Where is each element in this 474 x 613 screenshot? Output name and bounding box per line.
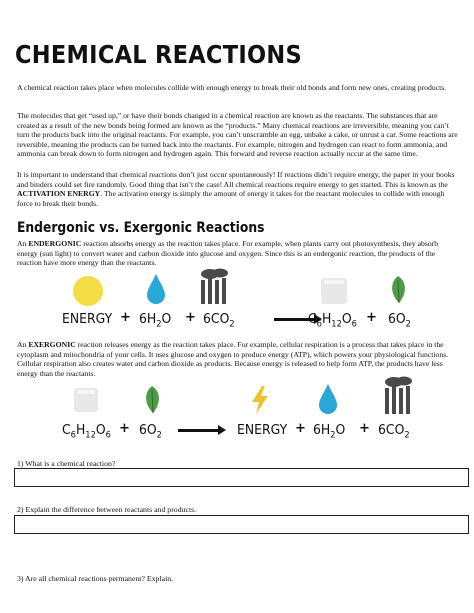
intro-paragraph: A chemical reaction takes place when molecules collide with enough energy to break their old bonds and form new ones, creating products. [17, 83, 447, 92]
eq2-carbon-dioxide: $6CO_2$ [378, 422, 410, 441]
eq1-carbon-dioxide: $6CO_2$ [203, 311, 235, 330]
exergonic-term: EXERGONIC [28, 340, 76, 349]
factory-smoke-icon [382, 376, 416, 416]
page-title: CHEMICAL REACTIONS [15, 40, 302, 69]
activation-energy-paragraph: It is important to understand that chemical reactions don’t just occur spontaneously! If reactions didn’t require energy, the paper in your books and binders could set fire randomly. Good thing that isn’t the case! All chemical reactions require energy to get started. This is known as the ACTIVATION ENERGY. The activation energy is simply the amount of energy it takes for the reactant molecules to collide with enough force to break their bonds. [17, 170, 455, 208]
eq2-reaction-arrow [178, 429, 219, 432]
endergonic-term: ENDERGONIC [28, 239, 82, 248]
endergonic-paragraph: An ENDERGONIC reaction absorbs energy as the reaction takes place. For example, when plants carry out photosynthesis, they absorb energy (sun light) to convert water and carbon dioxide into glucose and oxygen. Since this is an endergonic reaction, the products of the reaction have more energy than the reactants. [17, 239, 439, 268]
eq2-energy: ENERGY [237, 422, 288, 438]
eq1-plus-1: + [120, 310, 131, 325]
eq2-plus-3: + [359, 421, 370, 436]
eq1-oxygen: $6O_2$ [388, 311, 411, 330]
water-drop-icon [318, 383, 338, 415]
eq1-energy: ENERGY [62, 311, 113, 327]
eq2-water: $6H_2O$ [313, 422, 346, 441]
sun-icon [72, 275, 104, 307]
leaf-icon [141, 384, 163, 416]
eq2-plus-2: + [295, 421, 306, 436]
eq1-plus-2: + [185, 310, 196, 325]
sugar-cube-icon [72, 386, 100, 414]
eq1-plus-3: + [366, 310, 377, 325]
section-heading: Endergonic vs. Exergonic Reactions [17, 220, 265, 236]
exergonic-paragraph: An EXERGONIC reaction releases energy as the reaction takes place. For example, cellular respiration is a process that takes place in the cytoplasm and mitochondria of your cells. It uses glucose and oxygen to produce energy (ATP), which powers your physiological functions. Cellular respiration also creates water and carbon dioxide as products. Because energy is released to help form ATP, the products have less energy than the reactants. [17, 340, 449, 378]
lightning-icon [249, 385, 271, 415]
activation-energy-term: ACTIVATION ENERGY [17, 189, 101, 199]
eq2-glucose: $C_6H_{12}O_6$ [62, 422, 111, 441]
answer-box-1[interactable] [14, 468, 469, 487]
question-3: 3) Are all chemical reactions permanent? Explain. [17, 574, 174, 583]
eq1-water: $6H_2O$ [139, 311, 172, 330]
water-drop-icon [146, 273, 166, 305]
reactants-products-paragraph: The molecules that get “used up,” or have their bonds changed in a chemical reaction are known as the reactants. The substances that are created as a result of the new bonds being formed are known as the “products.” Many chemical reactions are irreversible, meaning you can’t turn the products back into the original reactants. For example, you can’t unscramble an egg, unbake a cake, or unrust a car. Some reactions are reversible, meaning the products can be turned back into the reactants. For example, nitrogen and hydrogen can react to form ammonia, and ammonia can break down to form nitrogen and hydrogen again. This forward and reverse reaction actually occur at the same time. [17, 111, 458, 159]
leaf-icon [387, 274, 409, 306]
eq2-oxygen: $6O_2$ [139, 422, 162, 441]
factory-smoke-icon [198, 268, 232, 306]
eq2-plus-1: + [119, 421, 130, 436]
question-1: 1) What is a chemical reaction? [17, 459, 116, 468]
sugar-cube-icon [319, 276, 349, 306]
question-2: 2) Explain the difference between reactants and products. [17, 505, 197, 514]
answer-box-2[interactable] [14, 515, 469, 534]
eq1-glucose: $C_6H_{12}O_6$ [308, 311, 357, 330]
